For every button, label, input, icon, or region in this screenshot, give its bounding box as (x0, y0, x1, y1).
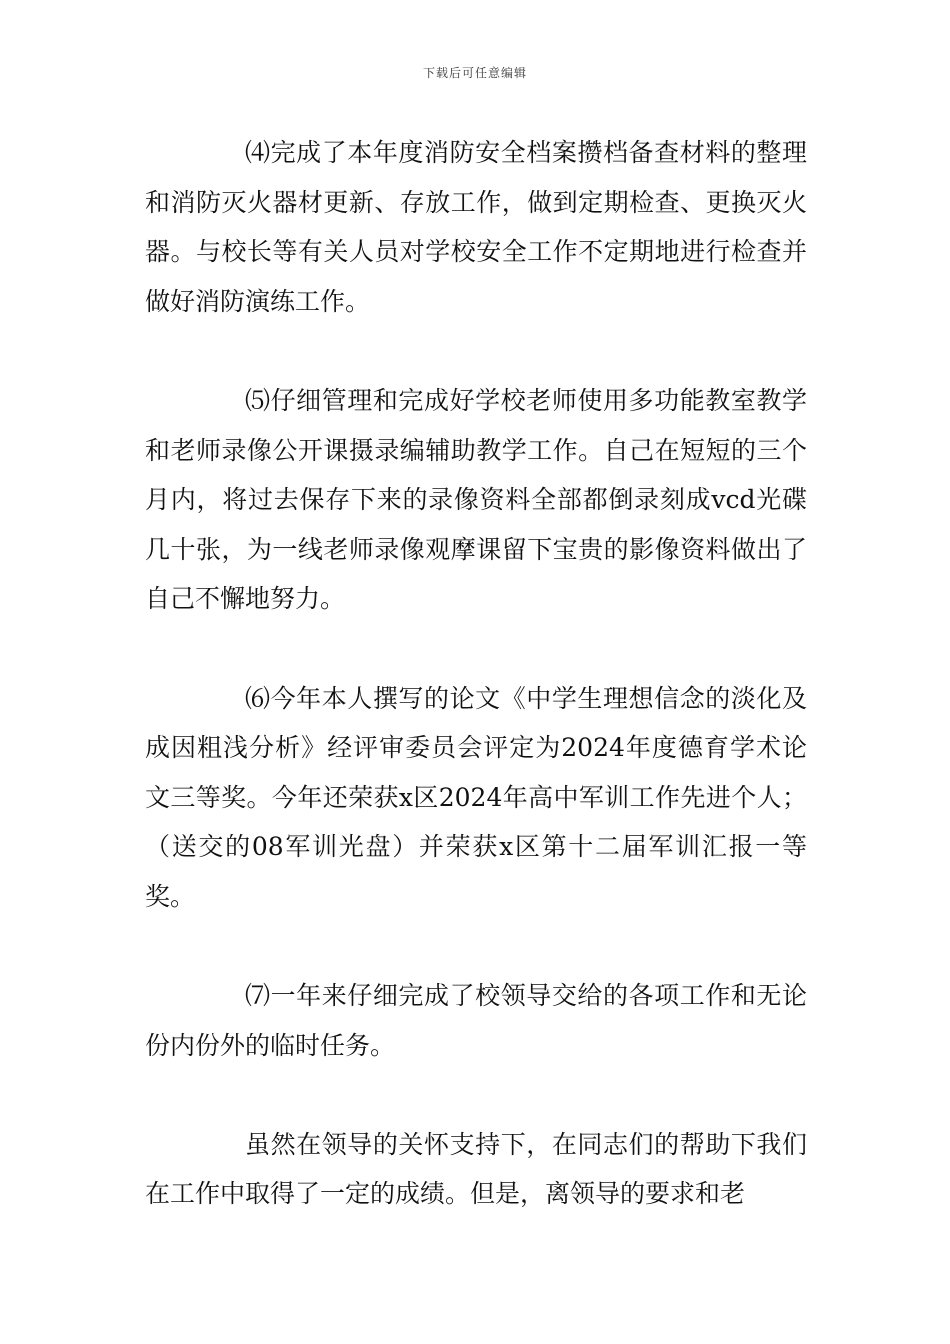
paragraph-item-5: ⑸仔细管理和完成好学校老师使用多功能教室教学和老师录像公开课摄录编辅助教学工作。自己在短短的三个月内，将过去保存下来的录像资料全部都倒录刻成vcd光碟几十张，为一线老师录像观摩课留下宝贵的影像资料做出了自己不懈地努力。 (145, 385, 807, 614)
paragraph-gap (145, 922, 807, 972)
paragraph-gap (145, 326, 807, 376)
paragraph-item-6: ⑹今年本人撰写的论文《中学生理想信念的淡化及成因粗浅分析》经评审委员会评定为2024年度德育学术论文三等奖。今年还荣获x区2024年高中军训工作先进个人；（送交的08军训光盘）并荣获x区第十二届军训汇报一等奖。 (145, 683, 807, 911)
paragraph-gap (145, 1070, 807, 1120)
paragraph-item-4: ⑷完成了本年度消防安全档案攒档备查材料的整理和消防灭火器材更新、存放工作，做到定期检查、更换灭火器。与校长等有关人员对学校安全工作不定期地进行检查并做好消防演练工作。 (145, 138, 807, 316)
paragraph-conclusion: 虽然在领导的关怀支持下，在同志们的帮助下我们在工作中取得了一定的成绩。但是，离领导的要求和老 (145, 1129, 807, 1209)
paragraph-gap (145, 624, 807, 674)
paragraph-item-7: ⑺一年来仔细完成了校领导交给的各项工作和无论份内份外的临时任务。 (145, 981, 807, 1060)
page-header: 下载后可任意编辑 (422, 66, 527, 80)
document-body (145, 128, 807, 1219)
